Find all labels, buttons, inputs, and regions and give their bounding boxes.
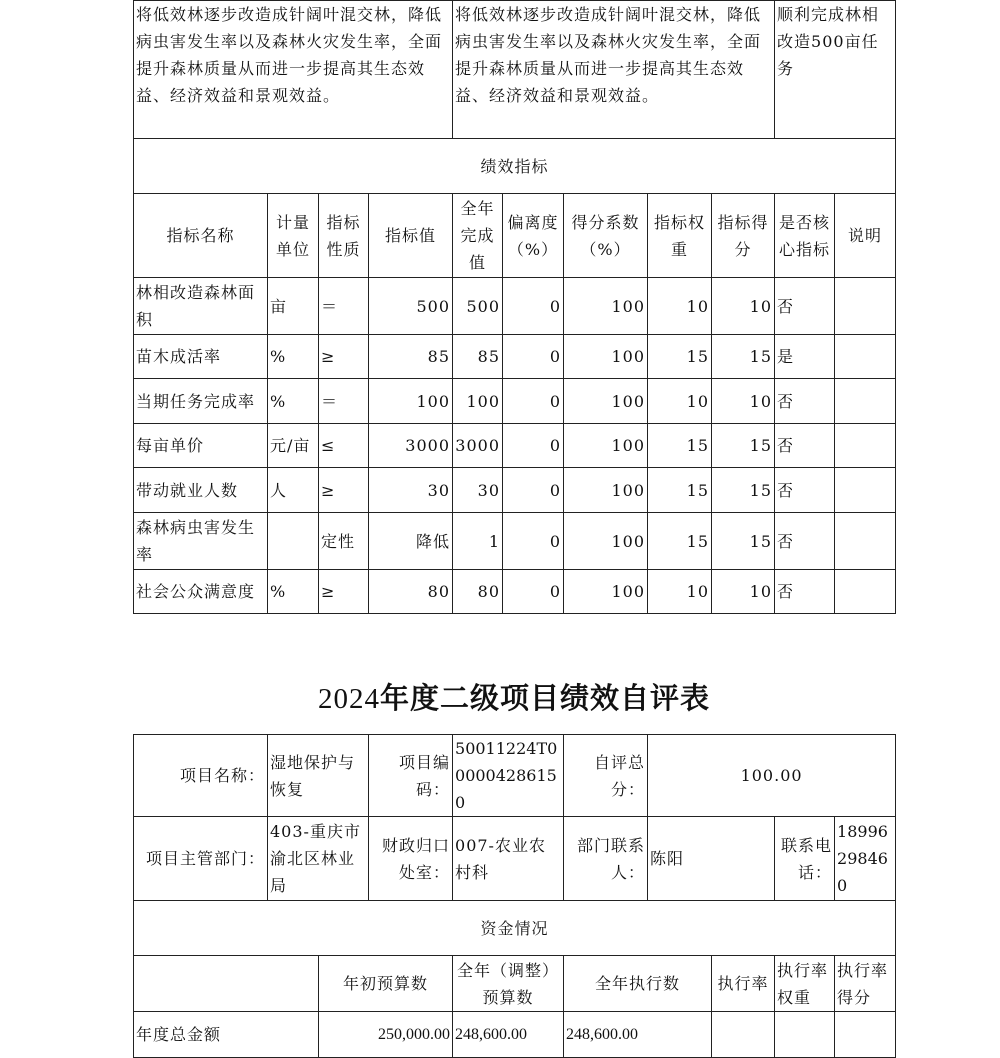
indicator-coefficient: 100 bbox=[564, 335, 648, 379]
goal-cell-3: 顺利完成林相改造500亩任务 bbox=[775, 1, 896, 139]
header-cell: 指标名称 bbox=[134, 194, 268, 278]
funds-rate bbox=[712, 1012, 775, 1058]
project-name-label: 项目名称： bbox=[134, 735, 268, 817]
indicator-coefficient: 100 bbox=[564, 513, 648, 570]
table-row bbox=[134, 379, 896, 424]
indicator-nature: ≤ bbox=[319, 424, 369, 468]
indicator-name: 当期任务完成率 bbox=[134, 379, 268, 424]
indicator-deviation: 0 bbox=[503, 570, 564, 614]
indicator-done: 80 bbox=[453, 570, 503, 614]
indicator-deviation: 0 bbox=[503, 335, 564, 379]
indicator-core: 否 bbox=[775, 570, 835, 614]
indicator-coefficient: 100 bbox=[564, 278, 648, 335]
score-label: 自评总分： bbox=[564, 735, 648, 817]
funds-executed: 248,600.00 bbox=[564, 1012, 712, 1058]
indicator-target: 80 bbox=[369, 570, 453, 614]
indicator-name: 社会公众满意度 bbox=[134, 570, 268, 614]
funds-adjusted: 248,600.00 bbox=[453, 1012, 564, 1058]
performance-indicator-table bbox=[133, 0, 896, 614]
funds-row bbox=[134, 1012, 896, 1058]
indicator-unit: % bbox=[268, 379, 319, 424]
indicator-note bbox=[835, 278, 896, 335]
indicator-done: 1 bbox=[453, 513, 503, 570]
header-cell: 偏离度（%） bbox=[503, 194, 564, 278]
indicator-weight: 15 bbox=[648, 424, 712, 468]
header-cell: 计量单位 bbox=[268, 194, 319, 278]
indicator-score: 15 bbox=[712, 424, 775, 468]
indicator-note bbox=[835, 513, 896, 570]
contact: 陈阳 bbox=[648, 817, 775, 901]
title-year: 2024 bbox=[317, 683, 380, 715]
indicator-deviation: 0 bbox=[503, 379, 564, 424]
funds-header-cell: 年初预算数 bbox=[319, 956, 453, 1012]
project-code-label: 项目编码： bbox=[369, 735, 453, 817]
indicator-weight: 10 bbox=[648, 570, 712, 614]
project-info-row-1 bbox=[134, 735, 896, 817]
header-cell: 全年完成值 bbox=[453, 194, 503, 278]
indicator-name: 苗木成活率 bbox=[134, 335, 268, 379]
indicator-core: 否 bbox=[775, 424, 835, 468]
indicator-score: 10 bbox=[712, 278, 775, 335]
section-label-funds: 资金情况 bbox=[134, 901, 896, 956]
indicator-name: 每亩单价 bbox=[134, 424, 268, 468]
table-row bbox=[134, 570, 896, 614]
project-self-evaluation-table bbox=[133, 734, 896, 1058]
indicator-unit: % bbox=[268, 335, 319, 379]
header-cell: 指标权重 bbox=[648, 194, 712, 278]
dept-label: 项目主管部门： bbox=[134, 817, 268, 901]
office-label: 财政归口处室： bbox=[369, 817, 453, 901]
indicator-score: 15 bbox=[712, 513, 775, 570]
indicator-done: 100 bbox=[453, 379, 503, 424]
indicator-core: 否 bbox=[775, 379, 835, 424]
indicator-note bbox=[835, 424, 896, 468]
funds-header-cell bbox=[134, 956, 319, 1012]
indicator-core: 否 bbox=[775, 513, 835, 570]
table-row bbox=[134, 513, 896, 570]
dept: 403-重庆市渝北区林业局 bbox=[268, 817, 369, 901]
indicator-target: 500 bbox=[369, 278, 453, 335]
indicator-unit bbox=[268, 513, 319, 570]
funds-header-row bbox=[134, 956, 896, 1012]
header-cell: 指标得分 bbox=[712, 194, 775, 278]
indicator-weight: 10 bbox=[648, 278, 712, 335]
indicator-done: 3000 bbox=[453, 424, 503, 468]
indicator-deviation: 0 bbox=[503, 468, 564, 513]
goal-row bbox=[134, 1, 896, 139]
indicator-target: 30 bbox=[369, 468, 453, 513]
header-cell: 说明 bbox=[835, 194, 896, 278]
indicator-core: 是 bbox=[775, 335, 835, 379]
indicator-score: 10 bbox=[712, 379, 775, 424]
indicator-nature: ＝ bbox=[319, 379, 369, 424]
funds-header-cell: 执行率权重 bbox=[775, 956, 835, 1012]
indicator-note bbox=[835, 335, 896, 379]
indicator-target: 3000 bbox=[369, 424, 453, 468]
indicator-coefficient: 100 bbox=[564, 424, 648, 468]
header-cell: 指标值 bbox=[369, 194, 453, 278]
indicator-done: 85 bbox=[453, 335, 503, 379]
indicator-nature: 定性 bbox=[319, 513, 369, 570]
header-cell: 是否核心指标 bbox=[775, 194, 835, 278]
indicator-target: 100 bbox=[369, 379, 453, 424]
indicator-deviation: 0 bbox=[503, 278, 564, 335]
indicator-nature: ≥ bbox=[319, 468, 369, 513]
indicator-unit: 元/亩 bbox=[268, 424, 319, 468]
indicator-deviation: 0 bbox=[503, 513, 564, 570]
title-text: 年度二级项目绩效自评表 bbox=[379, 681, 710, 715]
indicator-done: 30 bbox=[453, 468, 503, 513]
indicator-name: 森林病虫害发生率 bbox=[134, 513, 268, 570]
contact-label: 部门联系人： bbox=[564, 817, 648, 901]
indicator-coefficient: 100 bbox=[564, 570, 648, 614]
indicator-unit: % bbox=[268, 570, 319, 614]
header-cell: 得分系数（%） bbox=[564, 194, 648, 278]
indicator-weight: 15 bbox=[648, 468, 712, 513]
indicator-deviation: 0 bbox=[503, 424, 564, 468]
funds-rate-score bbox=[835, 1012, 896, 1058]
indicator-score: 15 bbox=[712, 468, 775, 513]
goal-cell-1: 将低效林逐步改造成针阔叶混交林，降低病虫害发生率以及森林火灾发生率，全面提升森林质量从而进一步提高其生态效益、经济效益和景观效益。 bbox=[134, 1, 453, 139]
indicator-target: 降低 bbox=[369, 513, 453, 570]
header-row bbox=[134, 194, 896, 278]
indicator-unit: 人 bbox=[268, 468, 319, 513]
indicator-note bbox=[835, 379, 896, 424]
indicator-nature: ≥ bbox=[319, 335, 369, 379]
section-label-indicators: 绩效指标 bbox=[134, 139, 896, 194]
page-title bbox=[133, 678, 895, 719]
indicator-nature: ＝ bbox=[319, 278, 369, 335]
funds-header-cell: 执行率得分 bbox=[835, 956, 896, 1012]
phone-label: 联系电话： bbox=[775, 817, 835, 901]
funds-weight bbox=[775, 1012, 835, 1058]
indicator-name: 林相改造森林面积 bbox=[134, 278, 268, 335]
total-score: 100.00 bbox=[648, 735, 896, 817]
indicator-note bbox=[835, 468, 896, 513]
funds-header-cell: 执行率 bbox=[712, 956, 775, 1012]
indicator-target: 85 bbox=[369, 335, 453, 379]
project-code: 50011224T000004286150 bbox=[453, 735, 564, 817]
funds-row-label: 年度总金额 bbox=[134, 1012, 319, 1058]
table-row bbox=[134, 468, 896, 513]
funds-initial: 250,000.00 bbox=[319, 1012, 453, 1058]
office: 007-农业农村科 bbox=[453, 817, 564, 901]
indicator-coefficient: 100 bbox=[564, 379, 648, 424]
goal-cell-2: 将低效林逐步改造成针阔叶混交林，降低病虫害发生率以及森林火灾发生率，全面提升森林质量从而进一步提高其生态效益、经济效益和景观效益。 bbox=[453, 1, 775, 139]
project-info-row-2 bbox=[134, 817, 896, 901]
table-row bbox=[134, 424, 896, 468]
header-cell: 指标性质 bbox=[319, 194, 369, 278]
indicator-note bbox=[835, 570, 896, 614]
indicator-core: 否 bbox=[775, 278, 835, 335]
funds-header-cell: 全年执行数 bbox=[564, 956, 712, 1012]
funds-header-cell: 全年（调整）预算数 bbox=[453, 956, 564, 1012]
indicator-unit: 亩 bbox=[268, 278, 319, 335]
table-row bbox=[134, 335, 896, 379]
indicator-weight: 15 bbox=[648, 513, 712, 570]
indicator-score: 10 bbox=[712, 570, 775, 614]
indicator-name: 带动就业人数 bbox=[134, 468, 268, 513]
indicator-weight: 15 bbox=[648, 335, 712, 379]
indicator-done: 500 bbox=[453, 278, 503, 335]
table-row bbox=[134, 278, 896, 335]
phone: 18996298460 bbox=[835, 817, 896, 901]
project-name: 湿地保护与恢复 bbox=[268, 735, 369, 817]
indicator-weight: 10 bbox=[648, 379, 712, 424]
indicator-nature: ≥ bbox=[319, 570, 369, 614]
indicator-coefficient: 100 bbox=[564, 468, 648, 513]
indicator-core: 否 bbox=[775, 468, 835, 513]
indicator-score: 15 bbox=[712, 335, 775, 379]
